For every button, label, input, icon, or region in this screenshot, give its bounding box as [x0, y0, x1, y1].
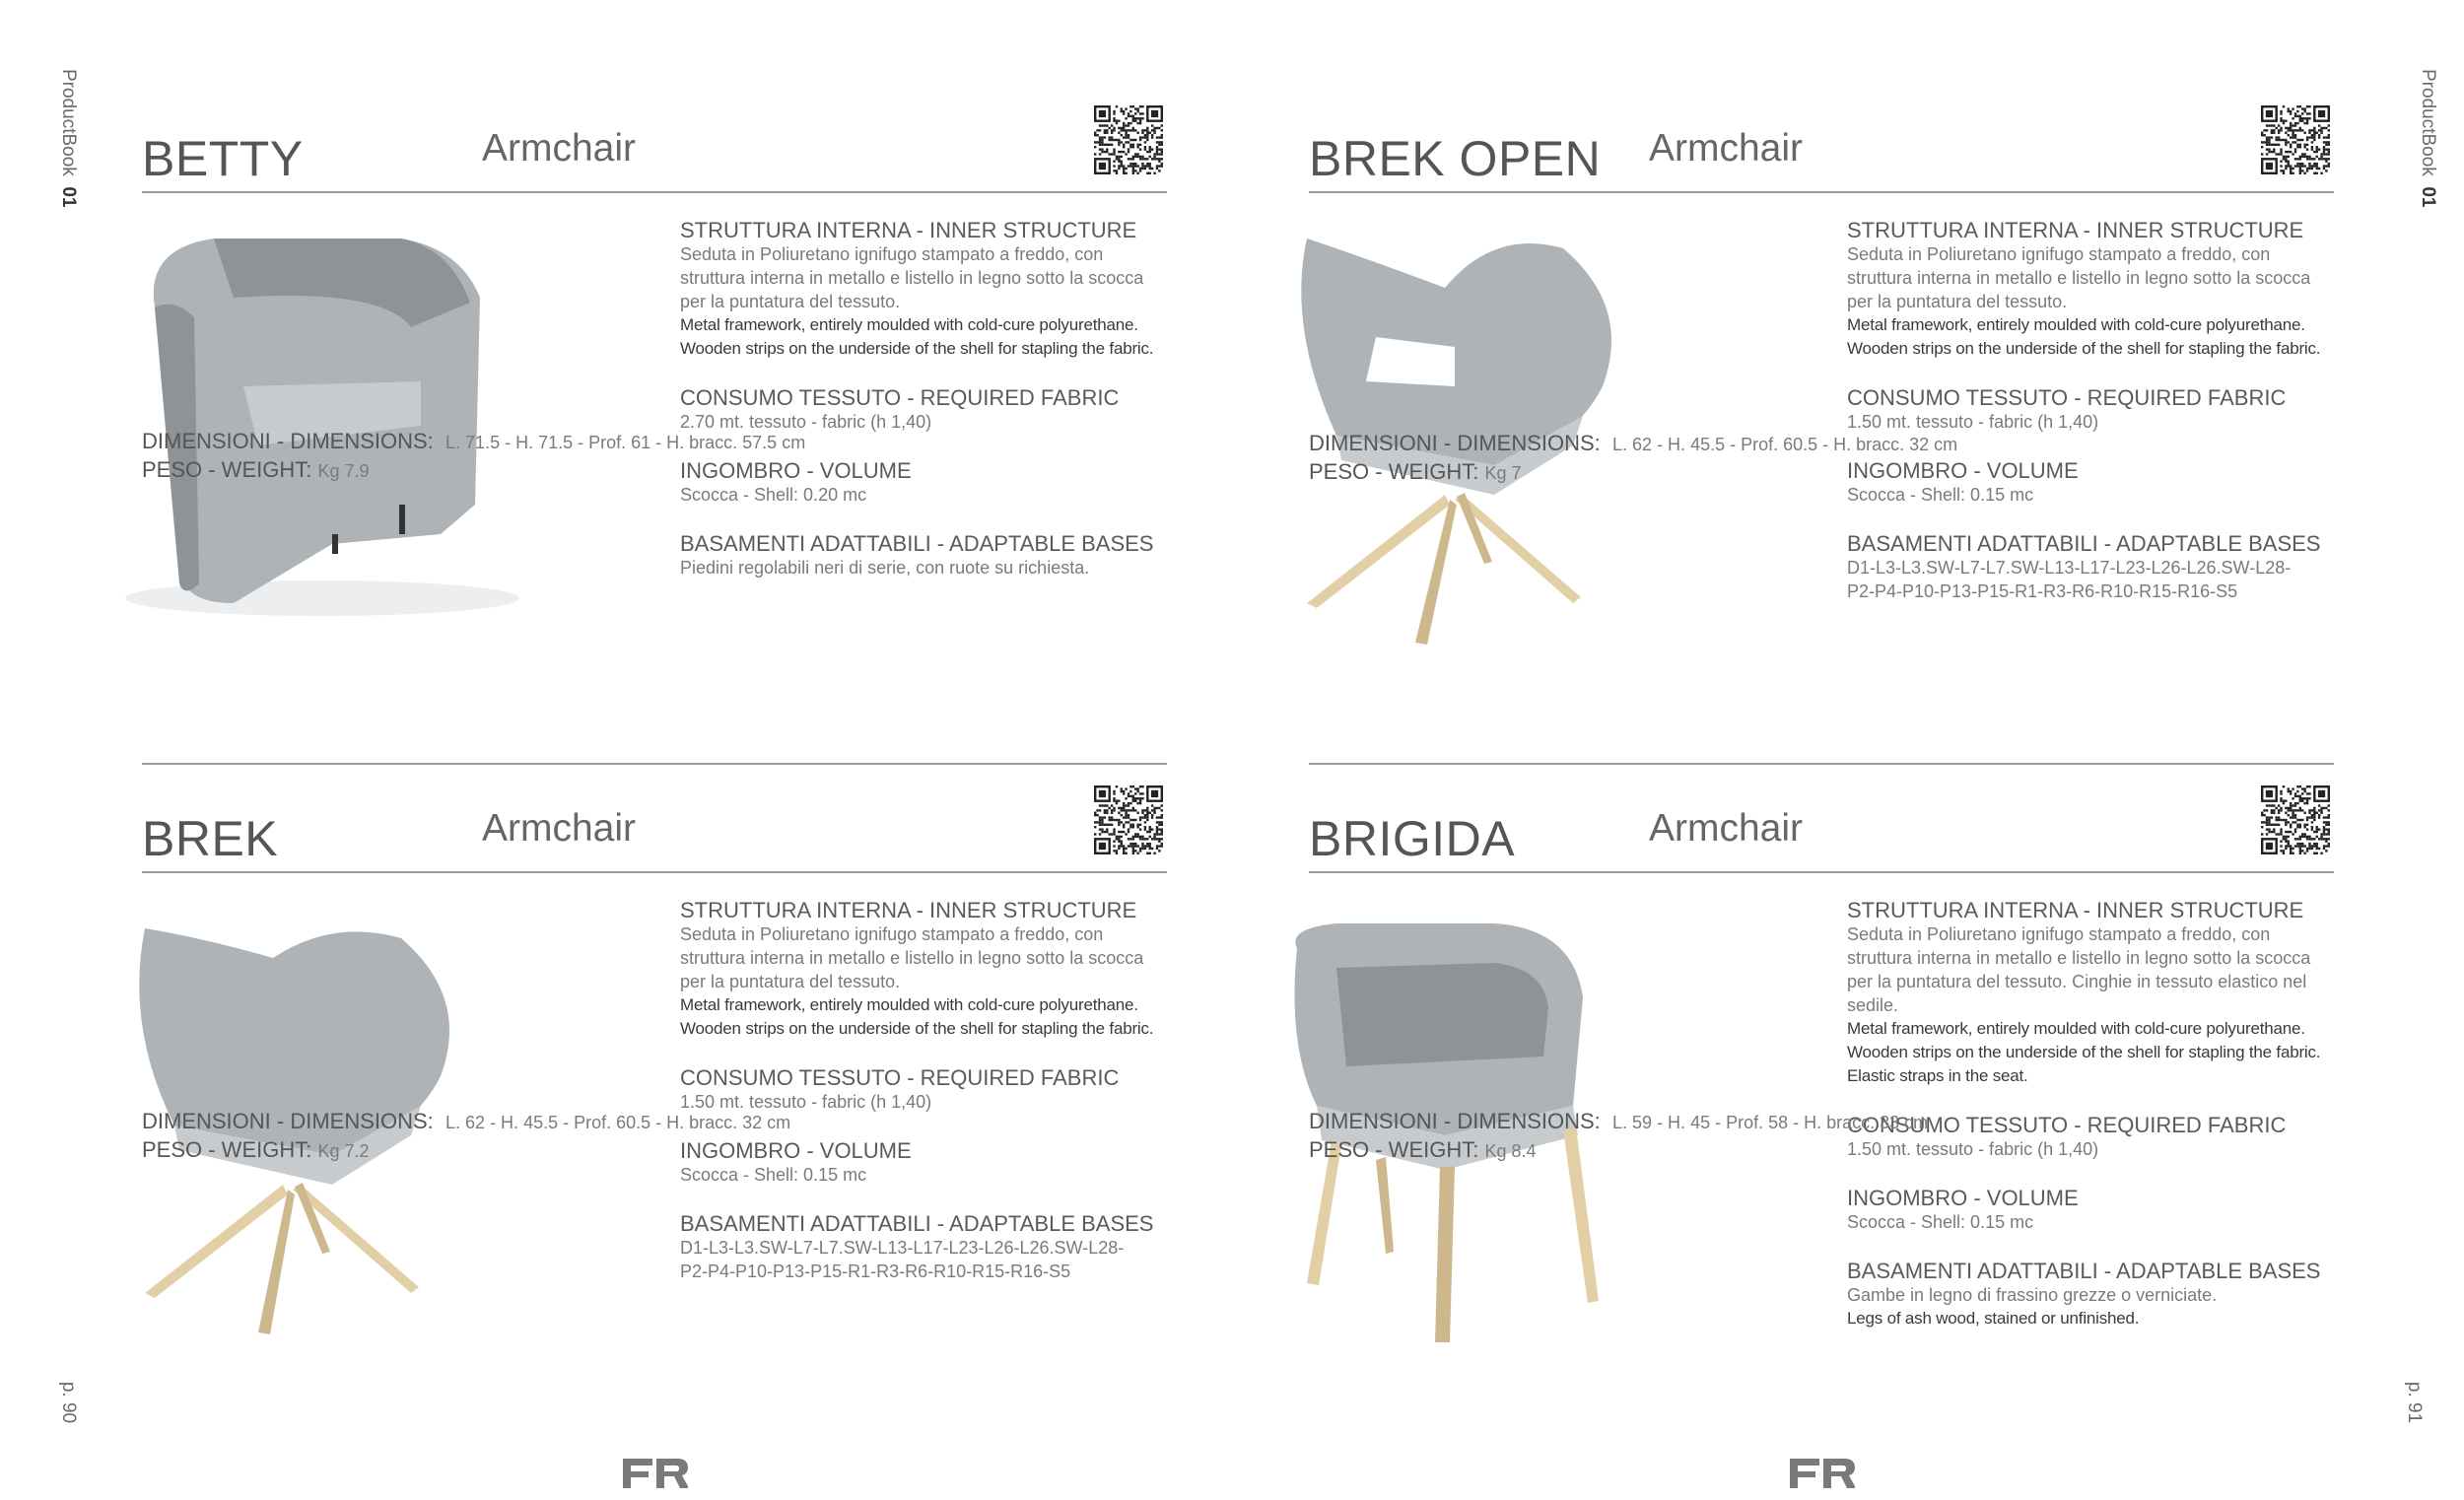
bases-english-value: Legs of ash wood, stained or unfinished. [1847, 1309, 2140, 1328]
qr-code-icon[interactable] [2261, 785, 2330, 854]
dimensions-value: L. 62 - H. 45.5 - Prof. 60.5 - H. bracc. 32 cm [1612, 435, 1958, 454]
volume-heading: INGOMBRO - VOLUME [1847, 1186, 2079, 1210]
dimensions-label: DIMENSIONI - DIMENSIONS: [142, 429, 434, 453]
structure-english-line: Metal framework, entirely moulded with cold-cure polyurethane. [680, 315, 1138, 334]
product-name: BREK OPEN [1309, 131, 1602, 186]
header-divider [142, 191, 1167, 193]
structure-italian-line: Seduta in Poliuretano ignifugo stampato a freddo, con [680, 924, 1104, 944]
qr-code-icon[interactable] [1094, 785, 1163, 854]
fabric-heading: CONSUMO TESSUTO - REQUIRED FABRIC [680, 385, 1120, 410]
structure-heading: STRUTTURA INTERNA - INNER STRUCTURE [680, 898, 1137, 922]
structure-italian-line: Seduta in Poliuretano ignifugo stampato a freddo, con [680, 244, 1104, 264]
header-divider [142, 871, 1167, 873]
structure-italian-line: per la puntatura del tessuto. Cinghie in tessuto elastico nel [1847, 972, 2307, 991]
structure-italian-line: Seduta in Poliuretano ignifugo stampato a freddo, con [1847, 924, 2271, 944]
dimensions-block [142, 428, 805, 485]
header-divider [1309, 871, 2334, 873]
structure-english-line: Metal framework, entirely moulded with cold-cure polyurethane. [1847, 315, 2305, 334]
dimensions-label: DIMENSIONI - DIMENSIONS: [142, 1109, 434, 1133]
bases-heading: BASAMENTI ADATTABILI - ADAPTABLE BASES [1847, 531, 2321, 556]
page-number-right: p. 91 [2404, 1381, 2426, 1424]
structure-italian-line: struttura interna in metallo e listello in legno sotto la scocca [680, 268, 1144, 288]
structure-italian-line: struttura interna in metallo e listello in legno sotto la scocca [1847, 948, 2311, 968]
product-type: Armchair [482, 127, 637, 170]
volume-heading: INGOMBRO - VOLUME [680, 458, 912, 483]
page-number-left: p. 90 [58, 1381, 80, 1424]
structure-english-line: Metal framework, entirely moulded with cold-cure polyurethane. [1847, 1019, 2305, 1038]
fabric-value: 1.50 mt. tessuto - fabric (h 1,40) [1847, 1139, 2099, 1159]
qr-code-icon[interactable] [2261, 105, 2330, 174]
structure-english-line: Wooden strips on the underside of the shell for stapling the fabric. [680, 1019, 1154, 1038]
fabric-value: 2.70 mt. tessuto - fabric (h 1,40) [680, 412, 932, 432]
product-name: BETTY [142, 131, 304, 186]
dimensions-label: DIMENSIONI - DIMENSIONS: [1309, 431, 1601, 455]
fabric-value: 1.50 mt. tessuto - fabric (h 1,40) [1847, 412, 2099, 432]
weight-value: Kg 7.2 [317, 1141, 370, 1161]
volume-heading: INGOMBRO - VOLUME [1847, 458, 2079, 483]
dimensions-value: L. 62 - H. 45.5 - Prof. 60.5 - H. bracc. 32 cm [445, 1113, 791, 1132]
product-type: Armchair [482, 807, 637, 850]
weight-value: Kg 7.9 [317, 461, 370, 481]
product-block [1307, 807, 2336, 1461]
volume-heading: INGOMBRO - VOLUME [680, 1138, 912, 1163]
volume-value: Scocca - Shell: 0.15 mc [680, 1165, 867, 1185]
bases-value: D1-L3-L3.SW-L7-L7.SW-L13-L17-L23-L26-L26.SW-L28- [1847, 558, 2292, 578]
structure-heading: STRUTTURA INTERNA - INNER STRUCTURE [1847, 898, 2304, 922]
section-divider [1309, 763, 2334, 765]
volume-value: Scocca - Shell: 0.20 mc [680, 485, 867, 505]
structure-heading: STRUTTURA INTERNA - INNER STRUCTURE [680, 218, 1137, 242]
header-divider [1309, 191, 2334, 193]
product-name: BRIGIDA [1309, 811, 1516, 866]
structure-italian-line: per la puntatura del tessuto. [680, 972, 901, 991]
specifications [680, 219, 1173, 580]
structure-english-line: Wooden strips on the underside of the shell for stapling the fabric. [1847, 1043, 2321, 1061]
product-type: Armchair [1649, 807, 1804, 850]
running-header-title: ProductBook [2418, 69, 2438, 176]
section-divider [142, 763, 1167, 765]
structure-heading: STRUTTURA INTERNA - INNER STRUCTURE [1847, 218, 2304, 242]
weight-value: Kg 7 [1484, 463, 1522, 483]
weight-label: PESO - WEIGHT: [142, 1137, 312, 1162]
dimensions-block [1309, 430, 1957, 487]
product-type: Armchair [1649, 127, 1804, 170]
specifications [680, 899, 1173, 1283]
weight-label: PESO - WEIGHT: [1309, 1137, 1479, 1162]
bases-value: P2-P4-P10-P13-P15-R1-R3-R6-R10-R15-R16-S5 [1847, 581, 2238, 601]
fabric-heading: CONSUMO TESSUTO - REQUIRED FABRIC [1847, 1113, 2287, 1137]
brand-logo [623, 1459, 688, 1488]
structure-english-line: Elastic straps in the seat. [1847, 1066, 2028, 1085]
bases-value: D1-L3-L3.SW-L7-L7.SW-L13-L17-L23-L26-L26.SW-L28- [680, 1238, 1125, 1258]
structure-english-line: Wooden strips on the underside of the shell for stapling the fabric. [1847, 339, 2321, 358]
structure-italian-line: struttura interna in metallo e listello in legno sotto la scocca [1847, 268, 2311, 288]
structure-italian-line: sedile. [1847, 995, 1899, 1015]
product-block [1307, 127, 2336, 781]
bases-heading: BASAMENTI ADATTABILI - ADAPTABLE BASES [1847, 1259, 2321, 1283]
running-header-right [2417, 69, 2438, 208]
fabric-value: 1.50 mt. tessuto - fabric (h 1,40) [680, 1092, 932, 1112]
structure-english-line: Wooden strips on the underside of the shell for stapling the fabric. [680, 339, 1154, 358]
bases-value: P2-P4-P10-P13-P15-R1-R3-R6-R10-R15-R16-S5 [680, 1261, 1071, 1281]
weight-label: PESO - WEIGHT: [142, 457, 312, 482]
bases-value: Gambe in legno di frassino grezze o verniciate. [1847, 1285, 2218, 1305]
product-block [140, 807, 1169, 1461]
product-block [140, 127, 1169, 781]
fabric-heading: CONSUMO TESSUTO - REQUIRED FABRIC [1847, 385, 2287, 410]
structure-italian-line: Seduta in Poliuretano ignifugo stampato a freddo, con [1847, 244, 2271, 264]
dimensions-block [1309, 1108, 1928, 1165]
fabric-heading: CONSUMO TESSUTO - REQUIRED FABRIC [680, 1065, 1120, 1090]
specifications [1847, 219, 2340, 603]
dimensions-value: L. 59 - H. 45 - Prof. 58 - H. bracc. 33 cm [1612, 1113, 1929, 1132]
dimensions-block [142, 1108, 790, 1165]
weight-label: PESO - WEIGHT: [1309, 459, 1479, 484]
dimensions-value: L. 71.5 - H. 71.5 - Prof. 61 - H. bracc. 57.5 cm [445, 433, 806, 452]
brand-logo [1790, 1459, 1855, 1488]
volume-value: Scocca - Shell: 0.15 mc [1847, 485, 2034, 505]
running-header-number: 01 [58, 186, 79, 208]
structure-italian-line: per la puntatura del tessuto. [680, 292, 901, 311]
qr-code-icon[interactable] [1094, 105, 1163, 174]
bases-heading: BASAMENTI ADATTABILI - ADAPTABLE BASES [680, 1211, 1154, 1236]
structure-italian-line: struttura interna in metallo e listello in legno sotto la scocca [680, 948, 1144, 968]
running-header-title: ProductBook [58, 69, 79, 176]
weight-value: Kg 8.4 [1484, 1141, 1537, 1161]
bases-value: Piedini regolabili neri di serie, con ruote su richiesta. [680, 558, 1090, 578]
structure-english-line: Metal framework, entirely moulded with cold-cure polyurethane. [680, 995, 1138, 1014]
product-name: BREK [142, 811, 279, 866]
running-header-number: 01 [2418, 186, 2438, 208]
running-header-left [57, 69, 79, 208]
bases-heading: BASAMENTI ADATTABILI - ADAPTABLE BASES [680, 531, 1154, 556]
structure-italian-line: per la puntatura del tessuto. [1847, 292, 2068, 311]
dimensions-label: DIMENSIONI - DIMENSIONS: [1309, 1109, 1601, 1133]
volume-value: Scocca - Shell: 0.15 mc [1847, 1212, 2034, 1232]
